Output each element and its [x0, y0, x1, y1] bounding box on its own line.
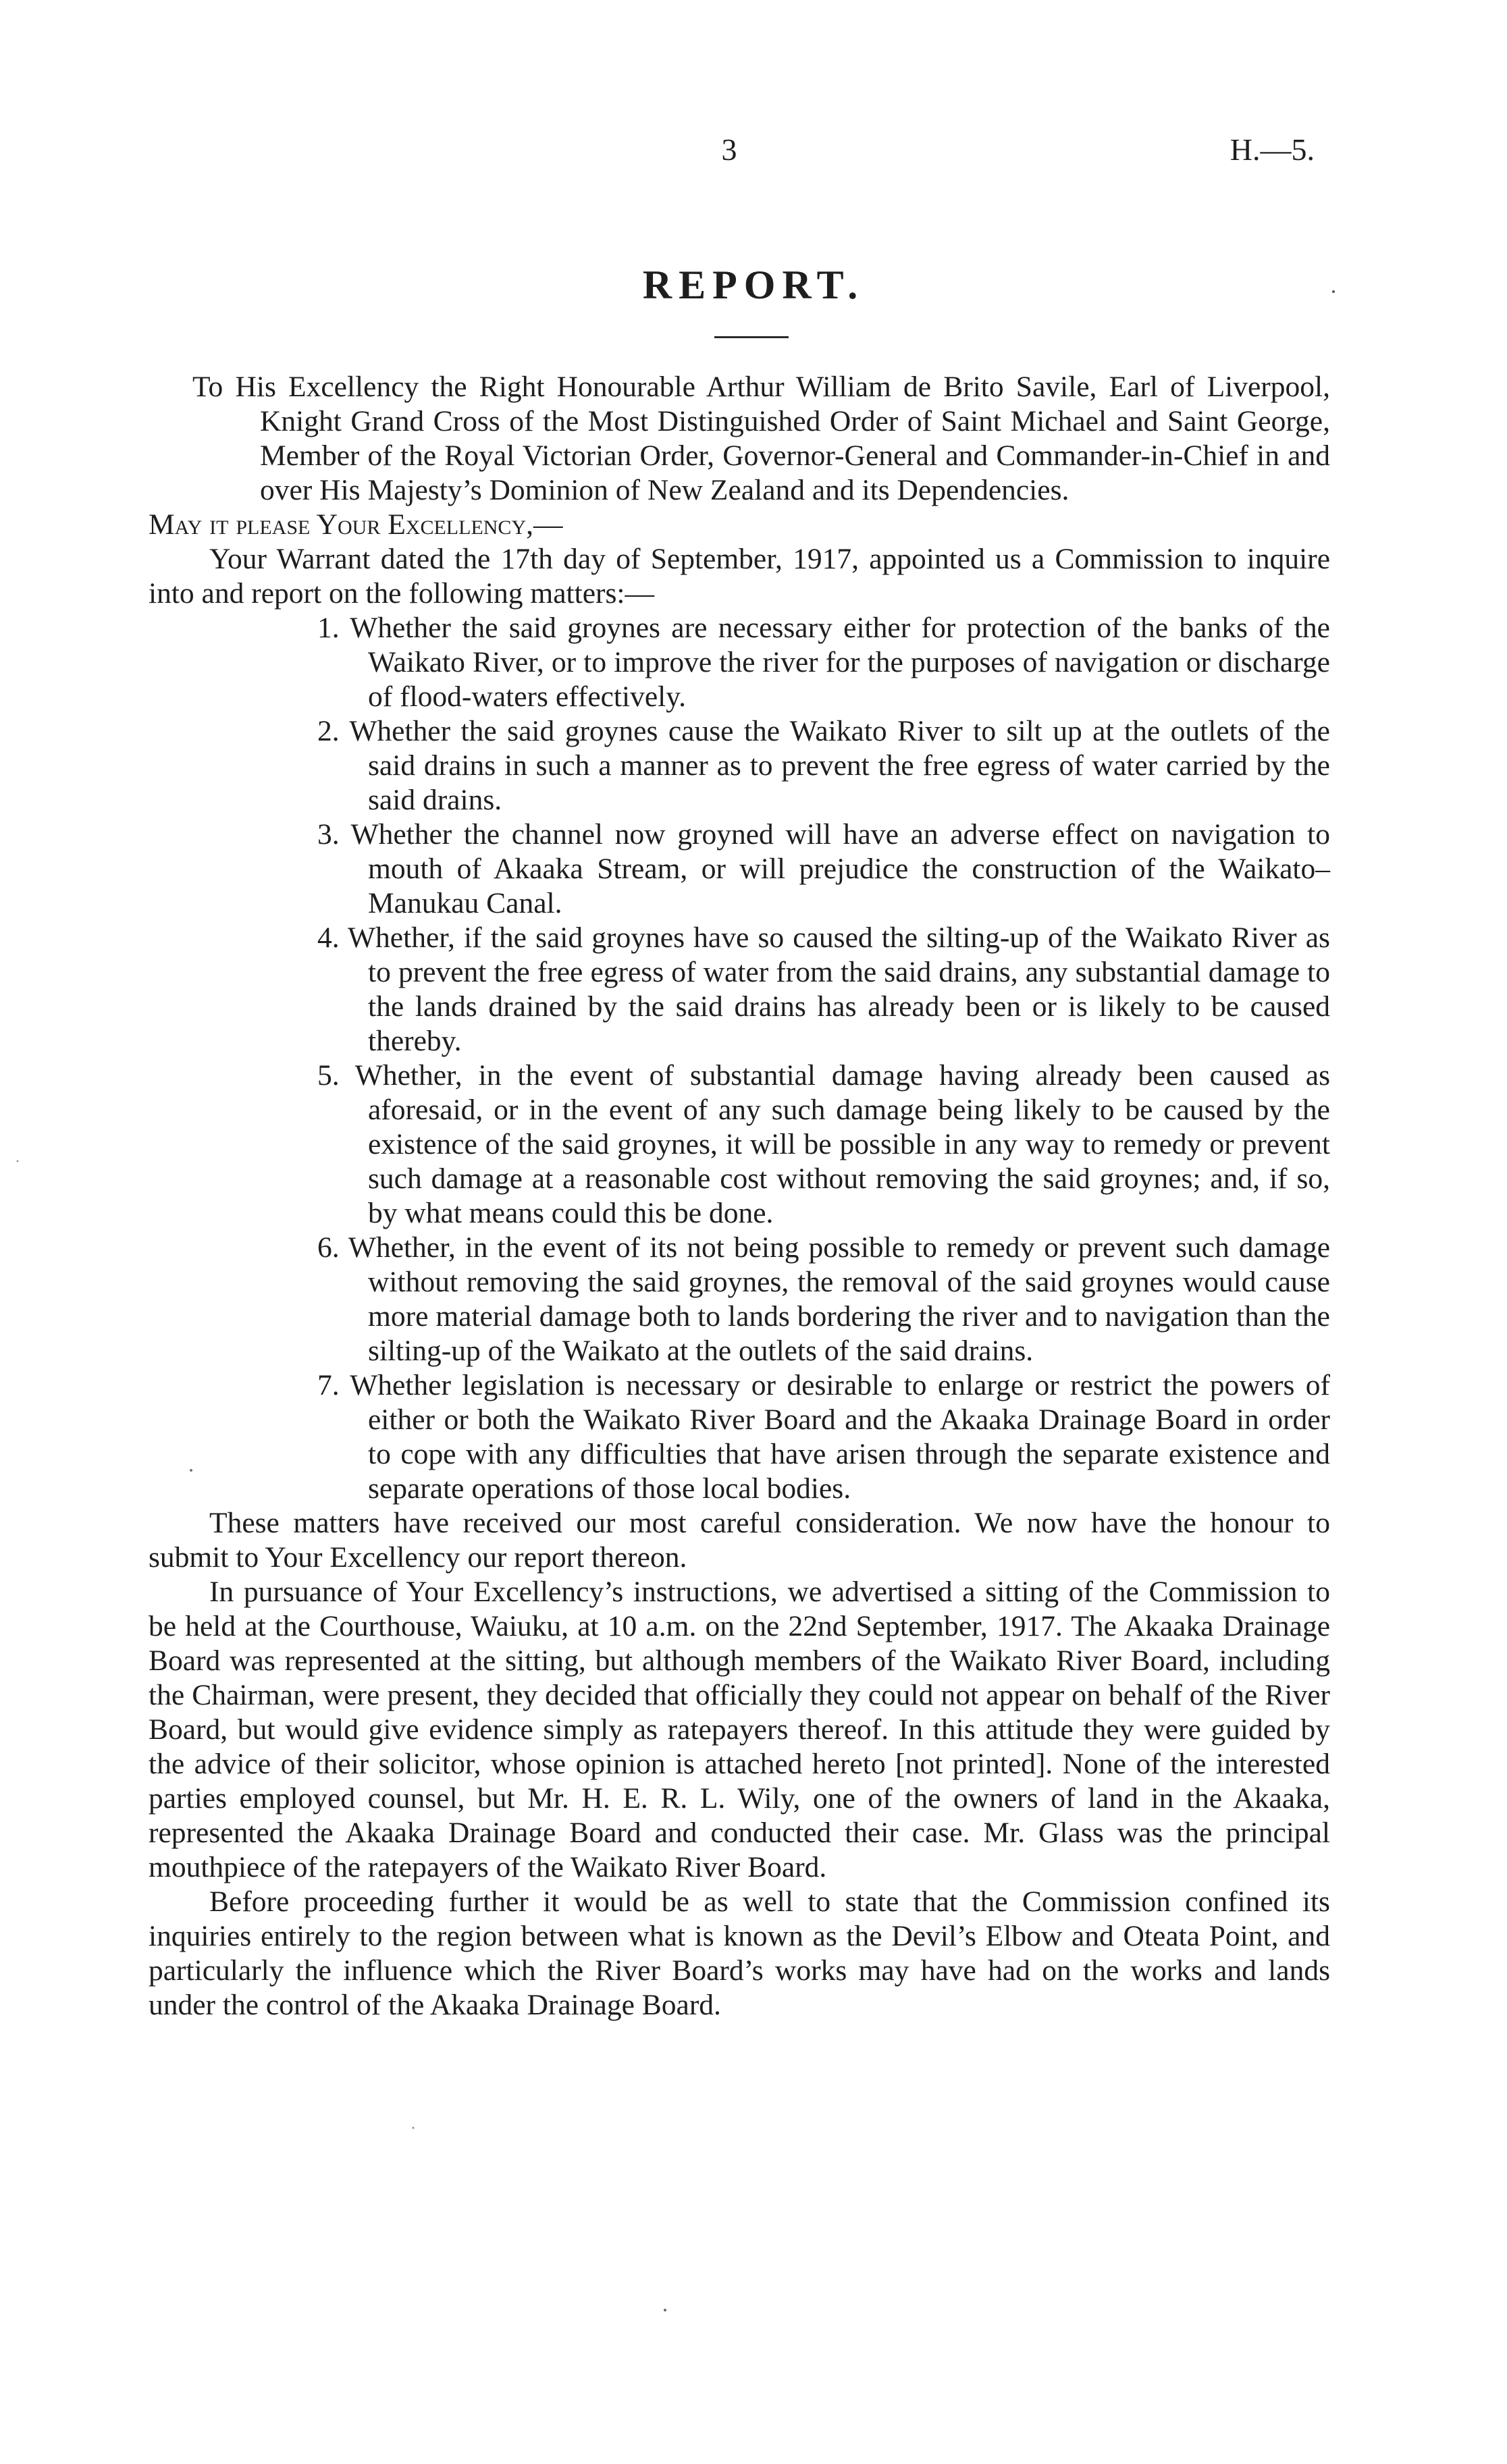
report-body [149, 370, 1330, 2023]
speck [664, 2309, 666, 2311]
list-item: 6. Whether, in the event of its not being possible to remedy or prevent such damage without removing the said groynes, the removal of the said groynes would cause more material damage both to lands bordering the river and to navigation than the silting-up of the Waikato at the outlets of the said drains. [317, 1231, 1330, 1367]
intro-paragraph: Your Warrant dated the 17th day of September, 1917, appointed us a Commission to inquire into and report on the following matters:— [149, 543, 1330, 610]
title-divider [714, 336, 789, 338]
list-item: 7. Whether legislation is necessary or desirable to enlarge or restrict the powers of either or both the Waikato River Board and the Akaaka Drainage Board in order to cope with any difficulties that have arisen through the separate existence and separate operations of those local bodies. [317, 1369, 1330, 1505]
matters-list [149, 611, 1330, 1506]
speck [413, 2127, 415, 2129]
salutation: May it please Your Excellency,— [149, 508, 563, 541]
list-item: 2. Whether the said groynes cause the Waikato River to silt up at the outlets of the said drains in such a manner as to prevent the free egress of water carried by the said drains. [317, 715, 1330, 816]
list-item: 4. Whether, if the said groynes have so caused the silting-up of the Waikato River as to prevent the free egress of water from the said drains, any substantial damage to the lands drained by the said drains has already been or is likely to be caused thereby. [317, 921, 1330, 1057]
address-paragraph: To His Excellency the Right Honourable Arthur William de Brito Savile, Earl of Liverpool, Knight Grand Cross of the Most Distinguished Order of Saint Michael and Saint George, Member of the Royal Victorian Order, Governor-General and Commander-in-Chief in and over His Majesty’s Dominion of New Zealand and its Dependencies. [192, 371, 1330, 506]
speck [17, 1160, 19, 1162]
document-reference: H.—5. [1230, 132, 1315, 167]
sitting-paragraph: In pursuance of Your Excellency’s instructions, we advertised a sitting of the Commission to be held at the Courthouse, Waiuku, at 10 a.m. on the 22nd September, 1917. The Akaaka Drainage Board was represented at the sitting, but although members of the Waikato River Board, including the Chairman, were present, they decided that officially they could not appear on behalf of the River Board, but would give evidence simply as ratepayers thereof. In this attitude they were guided by the advice of their solicitor, whose opinion is attached hereto [not printed]. None of the interested parties employed counsel, but Mr. H. E. R. L. Wily, one of the owners of land in the Akaaka, represented the Akaaka Drainage Board and conducted their case. Mr. Glass was the principal mouthpiece of the ratepayers of the Waikato River Board. [149, 1576, 1330, 1883]
list-item: 5. Whether, in the event of substantial damage having already been caused as aforesaid, or in the event of any such damage being likely to be caused by the existence of the said groynes, it will be possible in any way to remedy or prevent such damage at a reasonable cost without removing the said groynes; and, if so, by what means could this be done. [317, 1059, 1330, 1229]
report-title: REPORT. [642, 263, 865, 307]
list-item: 3. Whether the channel now groyned will have an adverse effect on navigation to mouth of Akaaka Stream, or will prejudice the construction of the Waikato–Manukau Canal. [317, 818, 1330, 919]
page-number: 3 [721, 132, 737, 167]
scope-paragraph: Before proceeding further it would be as well to state that the Commission confined its inquiries entirely to the region between what is known as the Devil’s Elbow and Oteata Point, and particularly the influence which the River Board’s works may have had on the works and lands under the control of the Akaaka Drainage Board. [149, 1885, 1330, 2021]
list-item: 1. Whether the said groynes are necessary either for protection of the banks of the Waikato River, or to improve the river for the purposes of navigation or discharge of flood-waters effectively. [317, 612, 1330, 713]
consideration-paragraph: These matters have received our most careful consideration. We now have the honour to submit to Your Excellency our report thereon. [149, 1507, 1330, 1574]
